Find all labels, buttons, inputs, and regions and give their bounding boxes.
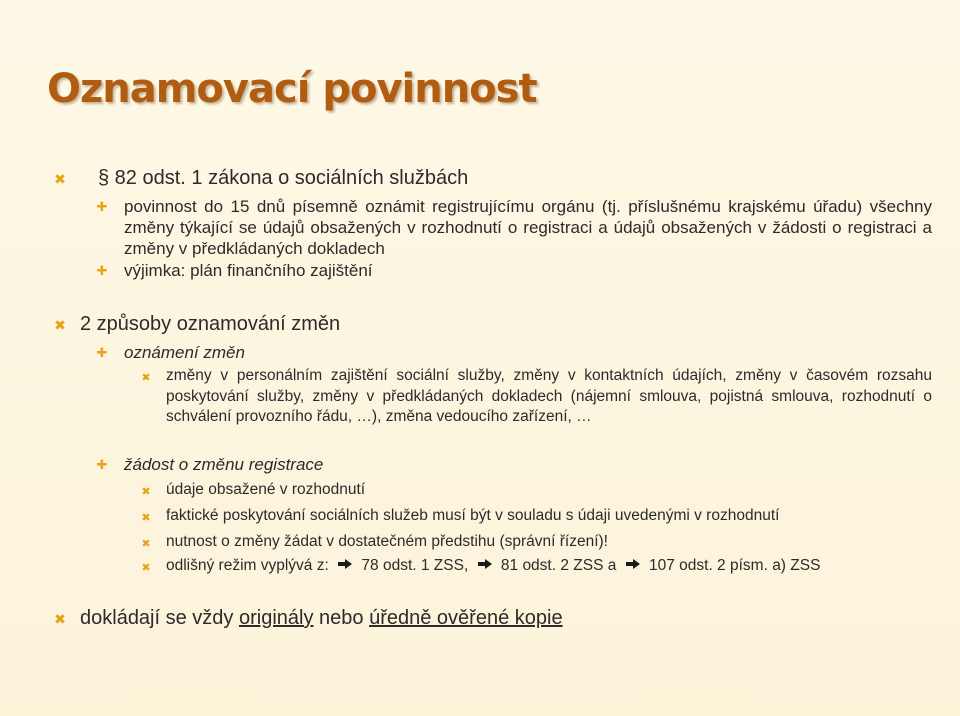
sub2-item-4-prefix: odlišný režim vyplývá z: (166, 557, 329, 574)
section1-item-2: výjimka: plán finančního zajištění (124, 261, 373, 280)
x-bullet-icon: ✖ (141, 511, 151, 524)
section3-row (48, 606, 928, 632)
pointing-hand-icon (625, 557, 641, 571)
section2-heading-row (48, 312, 928, 338)
x-bullet-icon: ✖ (54, 172, 66, 188)
sub1-item-1: změny v personálním zajištění sociální služby, změny v kontaktních údajích, změny v časovém rozsahu poskytování služby, změny v předkládaných dokladech (nájemní smlouva, pojistná smlouva, rozhodnutí o schválení provozního řádu, …), změna vedoucího zařízení, … (166, 367, 932, 425)
section1-heading-row (48, 166, 928, 192)
section1-item-1-row (92, 196, 932, 259)
sub2-item-4-row (136, 556, 932, 579)
section1-heading: § 82 odst. 1 zákona o sociálních službách (98, 167, 469, 189)
sub2-item-1-row (136, 480, 932, 503)
sub2-item-3: nutnost o změny žádat v dostatečném předstihu (správní řízení)! (166, 533, 608, 550)
section3-underlined-originals: originály (238, 607, 314, 629)
sub1-item-1-row (136, 366, 932, 428)
section1-item-1: povinnost do 15 dnů písemně oznámit registrujícímu orgánu (tj. příslušnému krajskému úřadu) všechny změny týkající se údajů obsažených v rozhodnutí o registraci a údajů obsažených v žádosti o registraci a změny v předkládaných dokladech (124, 197, 932, 258)
sub1-label-row (92, 342, 932, 364)
x-bullet-icon: ✖ (54, 612, 66, 628)
plus-bullet-icon: ✚ (96, 264, 108, 279)
section2-heading: 2 způsoby oznamování změn (80, 313, 341, 335)
section3-prefix: dokládají se vždy (80, 607, 234, 629)
sub2-item-4-ref1: 78 odst. 1 ZSS, (361, 557, 469, 574)
sub2-item-3-row (136, 532, 932, 555)
x-bullet-icon: ✖ (141, 485, 151, 498)
sub1-label: oznámení změn (124, 343, 245, 362)
pointing-hand-icon (477, 557, 493, 571)
sub2-item-4-ref3: 107 odst. 2 písm. a) ZSS (648, 557, 821, 574)
sub2-item-2-row (136, 506, 932, 529)
section3-underlined-copies: úředně ověřené kopie (369, 607, 563, 629)
x-bullet-icon: ✖ (141, 371, 151, 384)
x-bullet-icon: ✖ (141, 561, 151, 574)
sub2-label: žádost o změnu registrace (124, 455, 324, 474)
plus-bullet-icon: ✚ (96, 200, 108, 215)
slide-title: Oznamovací povinnost (47, 66, 537, 112)
sub2-item-4 (166, 556, 820, 577)
x-bullet-icon: ✖ (54, 318, 66, 334)
pointing-hand-icon (337, 557, 353, 571)
sub2-item-2: faktické poskytování sociálních služeb musí být v souladu s údaji uvedenými v rozhodnutí (166, 507, 780, 524)
section1-item-2-row (92, 260, 932, 282)
plus-bullet-icon: ✚ (96, 458, 108, 473)
sub2-item-1: údaje obsažené v rozhodnutí (166, 481, 366, 498)
sub2-item-4-ref2: 81 odst. 2 ZSS a (500, 557, 617, 574)
sub2-label-row (92, 454, 932, 476)
section3-middle: nebo (319, 607, 364, 629)
x-bullet-icon: ✖ (141, 537, 151, 550)
plus-bullet-icon: ✚ (96, 346, 108, 361)
section3-text (80, 606, 563, 630)
